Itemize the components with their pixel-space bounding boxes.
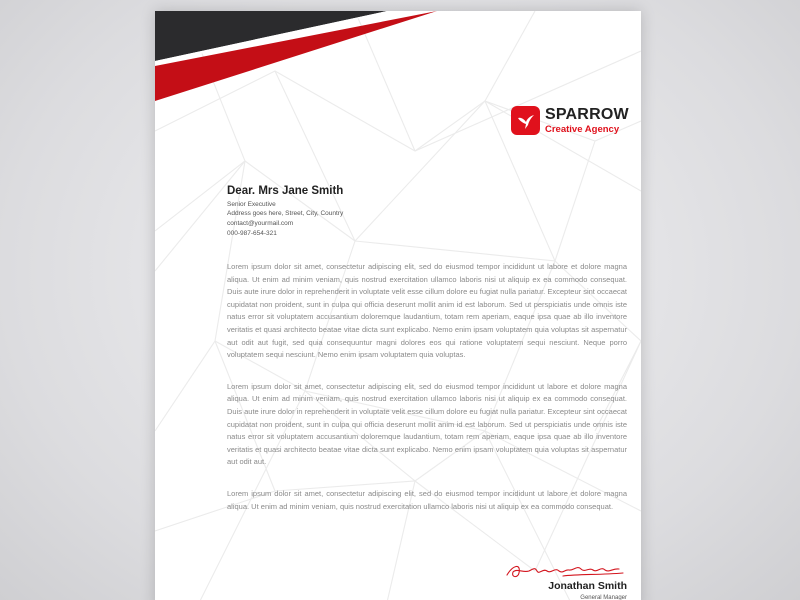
recipient-phone: 000-987-654-321 [227, 230, 277, 238]
letterhead-page [155, 11, 641, 600]
handwritten-signature [503, 559, 627, 581]
recipient-address: Address goes here, Street, City, Country [227, 210, 344, 218]
recipient-block [227, 186, 343, 241]
company-tagline: Creative Agency [545, 123, 620, 135]
company-name: SPARROW [545, 105, 629, 123]
header-corner-shape [155, 11, 455, 111]
body-paragraph: Lorem ipsum dolor sit amet, consectetur adipiscing elit, sed do eiusmod tempor incididunt ut labore et dolore magna aliqua. Ut enim ad minim veniam, quis nostrud exercitation ullamco laboris nisi ut aliquip ex ea commodo consequat. Duis aute irure dolor in reprehenderit in voluptate velit esse cillum dolore eu fugiat nulla pariatur. Excepteur sint occaecat cupidatat non proident, sunt in culpa qui officia deserunt mollit anim id est laborum. Sed ut perspiciatis unde omnis iste natus error sit voluptatem accusantium doloremque laudantium, totam rem aperiam, eaque ipsa quae ab illo inventore veritatis et quasi architecto beatae vitae dicta sunt explicabo. Nemo enim ipsam voluptatem quia voluptas sit aspernatur aut odit aut fugit, sed quia consequuntur magni dolores eos qui ratione voluptatem sequi nesciunt. Neque porro voluptatem sequi nesciunt. Nemo enim ipsam voluptatem quia voluptas. [227, 262, 627, 360]
signer-name: Jonathan Smith [548, 580, 627, 592]
recipient-position: Senior Executive [227, 200, 276, 208]
company-logo [511, 106, 629, 135]
body-paragraph: Lorem ipsum dolor sit amet, consectetur adipiscing elit, sed do eiusmod tempor incididunt ut labore et dolore magna aliqua. Ut enim ad minim veniam, quis nostrud exercitation ullamco laboris nisi ut aliquip ex ea commodo consequat. Duis aute irure dolor in reprehenderit in voluptate velit esse cillum dolore eu fugiat nulla pariatur. Excepteur sint occaecat cupidatat non proident, sunt in culpa qui officia deserunt mollit anim id est laborum. Sed ut perspiciatis unde omnis iste natus error sit voluptatem accusantium doloremque laudantium, totam rem aperiam, eaque ipsa quae ab illo inventore veritatis et quasi architecto beatae vitae dicta sunt explicabo. Nemo enim ipsam voluptatem quia voluptas sit aspernatur aut odit aut. [227, 381, 627, 467]
recipient-email: contact@yourmail.com [227, 220, 294, 228]
recipient-name: Dear. Mrs Jane Smith [227, 185, 344, 197]
signer-title: General Manager [580, 595, 627, 600]
sparrow-bird-icon [511, 106, 540, 135]
letter-body [227, 261, 627, 532]
body-paragraph: Lorem ipsum dolor sit amet, consectetur adipiscing elit, sed do eiusmod tempor incididunt ut labore et dolore magna aliqua. Ut enim ad minim veniam, quis nostrud exercitation ullamco laboris nisi ut aliquip ex ea commodo consequat. [227, 488, 627, 511]
